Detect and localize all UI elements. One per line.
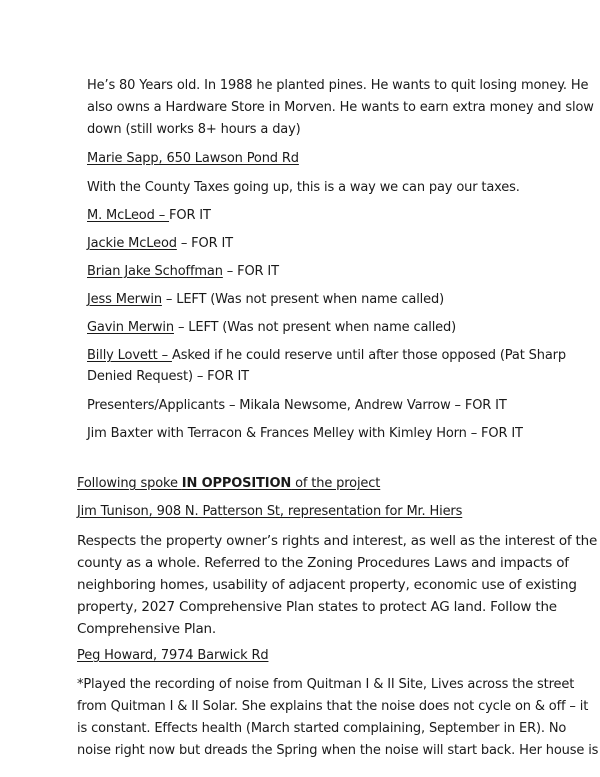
gavin-name: Gavin Merwin	[87, 320, 174, 335]
opposition-bold-opposition: OPPOSITION	[201, 476, 292, 491]
peg-line-4: noise right now but dreads the Spring when the noise will start back. Her house is	[77, 743, 599, 758]
jackie-status: – FOR IT	[176, 236, 233, 251]
speaker-m-mcleod	[87, 208, 211, 223]
opposition-heading	[77, 476, 380, 491]
opposition-bold-in: IN	[181, 476, 202, 491]
tunison-line-3: neighboring homes, usability of adjacent property, economic use of existing	[77, 577, 577, 593]
speaker-brian-schoffman	[87, 264, 279, 279]
speaker-marie-sapp: Marie Sapp, 650 Lawson Pond Rd	[87, 151, 299, 166]
speaker-peg-howard: Peg Howard, 7974 Barwick Rd	[77, 648, 269, 663]
billy-text-1: Asked if he could reserve until after those opposed (Pat Sharp	[171, 348, 566, 363]
gavin-status: – LEFT (Was not present when name called)	[173, 320, 457, 335]
m-mcleod-name: M. McLeod –	[87, 208, 170, 223]
jackie-name: Jackie McLeod	[87, 236, 177, 251]
tunison-line-5: Comprehensive Plan.	[77, 621, 216, 637]
m-mcleod-status: FOR IT	[169, 208, 211, 223]
brian-name: Brian Jake Schoffman	[87, 264, 223, 279]
opposition-post: of the project	[291, 476, 381, 491]
jess-status: – LEFT (Was not present when name called)	[161, 292, 444, 307]
presenters-line: Presenters/Applicants – Mikala Newsome, Andrew Varrow – FOR IT	[87, 398, 507, 413]
speaker-jess-merwin	[87, 292, 444, 307]
peg-line-1: *Played the recording of noise from Quitman I & II Site, Lives across the street	[77, 677, 575, 692]
baxter-line: Jim Baxter with Terracon & Frances Melley with Kimley Horn – FOR IT	[87, 426, 523, 441]
brian-status: – FOR IT	[222, 264, 279, 279]
billy-name: Billy Lovett –	[87, 348, 172, 363]
peg-line-2: from Quitman I & II Solar. She explains that the noise does not cycle on & off – it	[77, 699, 589, 714]
intro-line-1: He’s 80 Years old. In 1988 he planted pines. He wants to quit losing money. He	[87, 78, 589, 93]
speaker-gavin-merwin	[87, 320, 456, 335]
tunison-line-4: property, 2027 Comprehensive Plan states to protect AG land. Follow the	[77, 599, 557, 615]
billy-text-2: Denied Request) – FOR IT	[87, 369, 249, 384]
speaker-jim-tunison: Jim Tunison, 908 N. Patterson St, representation for Mr. Hiers	[77, 504, 463, 519]
marie-statement: With the County Taxes going up, this is a way we can pay our taxes.	[87, 180, 520, 195]
intro-line-2: also owns a Hardware Store in Morven. He wants to earn extra money and slow	[87, 100, 594, 115]
peg-line-3: is constant. Effects health (March started complaining, September in ER). No	[77, 721, 567, 736]
tunison-line-2: county as a whole. Referred to the Zoning Procedures Laws and impacts of	[77, 555, 569, 571]
tunison-line-1: Respects the property owner’s rights and interest, as well as the interest of the	[77, 533, 598, 549]
speaker-jackie-mcleod	[87, 236, 233, 251]
jess-name: Jess Merwin	[87, 292, 162, 307]
opposition-pre: Following spoke	[77, 476, 182, 491]
speaker-billy-lovett	[87, 348, 566, 363]
intro-line-3: down (still works 8+ hours a day)	[87, 122, 301, 137]
